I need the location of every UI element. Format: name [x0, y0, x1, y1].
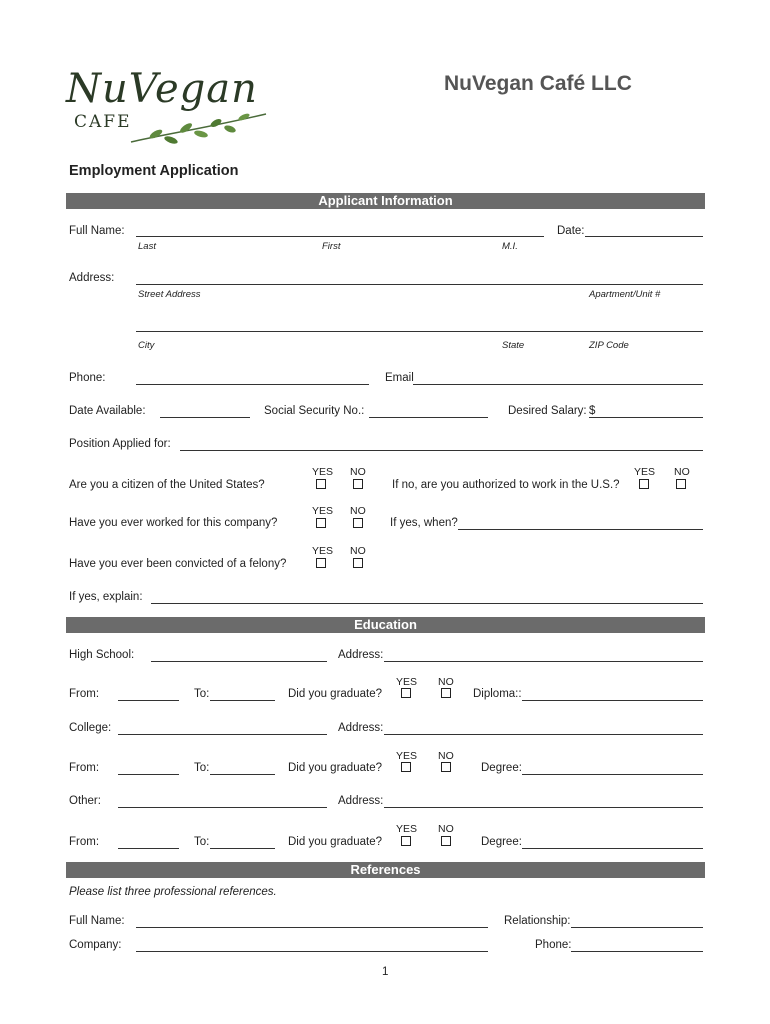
- hs-graduate-no-checkbox[interactable]: [441, 688, 451, 698]
- other-school-field[interactable]: [118, 807, 327, 808]
- worked-no-checkbox[interactable]: [353, 518, 363, 528]
- felony-yes-label: YES: [312, 545, 334, 557]
- last-name-caption: Last: [138, 241, 156, 252]
- full-name-label: Full Name:: [69, 225, 125, 237]
- hs-to-field[interactable]: [210, 700, 275, 701]
- high-school-address-field[interactable]: [384, 661, 703, 662]
- other-to-field[interactable]: [210, 848, 275, 849]
- references-intro: Please list three professional references.: [69, 886, 277, 898]
- college-graduate-no-checkbox[interactable]: [441, 762, 451, 772]
- city-caption: City: [138, 340, 155, 351]
- other-graduate-yes-checkbox[interactable]: [401, 836, 411, 846]
- middle-initial-caption: M.I.: [502, 241, 518, 252]
- first-name-caption: First: [322, 241, 341, 252]
- form-title: Employment Application: [69, 163, 239, 179]
- phone-field[interactable]: [136, 384, 369, 385]
- address-label: Address:: [69, 272, 115, 284]
- college-address-field[interactable]: [384, 734, 703, 735]
- worked-no-label: NO: [350, 505, 366, 517]
- section-header-education: Education: [66, 617, 705, 633]
- college-from-label: From:: [69, 762, 100, 774]
- other-degree-field[interactable]: [522, 848, 703, 849]
- hs-graduate-yes-checkbox[interactable]: [401, 688, 411, 698]
- college-degree-label: Degree:: [481, 762, 522, 774]
- college-label: College:: [69, 722, 112, 734]
- full-name-field[interactable]: [136, 236, 544, 237]
- reference-phone-field[interactable]: [571, 951, 703, 952]
- position-label: Position Applied for:: [69, 438, 171, 450]
- authorized-yes-label: YES: [634, 466, 656, 478]
- leaf-branch-icon: [126, 104, 276, 152]
- ssn-field[interactable]: [369, 417, 488, 418]
- section-header-applicant: Applicant Information: [66, 193, 705, 209]
- state-caption: State: [502, 340, 525, 351]
- reference-name-field[interactable]: [136, 927, 488, 928]
- position-field[interactable]: [180, 450, 703, 451]
- logo-subtitle: CAFE: [74, 112, 132, 132]
- hs-graduate-yes-label: YES: [396, 676, 418, 688]
- logo-wordmark: NuVegan: [66, 66, 258, 112]
- college-graduate-no-label: NO: [438, 750, 454, 762]
- reference-name-label: Full Name:: [69, 915, 125, 927]
- other-from-label: From:: [69, 836, 100, 848]
- authorized-yes-checkbox[interactable]: [639, 479, 649, 489]
- salary-currency-symbol: $: [589, 405, 596, 417]
- other-graduate-yes-label: YES: [396, 823, 418, 835]
- authorized-no-checkbox[interactable]: [676, 479, 686, 489]
- authorized-question: If no, are you authorized to work in the U.S.?: [392, 479, 620, 491]
- citizen-yes-label: YES: [312, 466, 334, 478]
- hs-graduate-question: Did you graduate?: [288, 688, 382, 700]
- page-number: 1: [382, 966, 389, 978]
- date-field[interactable]: [585, 236, 703, 237]
- worked-when-field[interactable]: [458, 529, 703, 530]
- company-name: NuVegan Café LLC: [444, 72, 632, 95]
- college-field[interactable]: [118, 734, 327, 735]
- other-graduate-no-label: NO: [438, 823, 454, 835]
- felony-no-label: NO: [350, 545, 366, 557]
- date-available-label: Date Available:: [69, 405, 146, 417]
- street-address-field[interactable]: [136, 284, 703, 285]
- college-graduate-yes-checkbox[interactable]: [401, 762, 411, 772]
- diploma-label: Diploma::: [473, 688, 522, 700]
- relationship-label: Relationship:: [504, 915, 571, 927]
- worked-question: Have you ever worked for this company?: [69, 517, 278, 529]
- college-graduate-question: Did you graduate?: [288, 762, 382, 774]
- date-available-field[interactable]: [160, 417, 250, 418]
- college-to-label: To:: [194, 762, 210, 774]
- other-degree-label: Degree:: [481, 836, 522, 848]
- desired-salary-field[interactable]: [589, 417, 703, 418]
- hs-to-label: To:: [194, 688, 210, 700]
- other-address-field[interactable]: [384, 807, 703, 808]
- explain-field[interactable]: [151, 603, 703, 604]
- hs-graduate-no-label: NO: [438, 676, 454, 688]
- section-header-references: References: [66, 862, 705, 878]
- college-degree-field[interactable]: [522, 774, 703, 775]
- date-label: Date:: [557, 225, 585, 237]
- college-to-field[interactable]: [210, 774, 275, 775]
- college-from-field[interactable]: [118, 774, 179, 775]
- apartment-caption: Apartment/Unit #: [589, 289, 661, 300]
- city-state-zip-field[interactable]: [136, 331, 703, 332]
- hs-from-label: From:: [69, 688, 100, 700]
- reference-phone-label: Phone:: [535, 939, 572, 951]
- company-logo: [66, 66, 276, 156]
- worked-yes-label: YES: [312, 505, 334, 517]
- citizen-yes-checkbox[interactable]: [316, 479, 326, 489]
- high-school-address-label: Address:: [338, 649, 384, 661]
- other-from-field[interactable]: [118, 848, 179, 849]
- worked-when-label: If yes, when?: [390, 517, 458, 529]
- ssn-label: Social Security No.:: [264, 405, 365, 417]
- high-school-label: High School:: [69, 649, 135, 661]
- other-address-label: Address:: [338, 795, 384, 807]
- diploma-field[interactable]: [522, 700, 703, 701]
- high-school-field[interactable]: [151, 661, 327, 662]
- college-address-label: Address:: [338, 722, 384, 734]
- other-label: Other:: [69, 795, 101, 807]
- felony-yes-checkbox[interactable]: [316, 558, 326, 568]
- relationship-field[interactable]: [571, 927, 703, 928]
- other-graduate-question: Did you graduate?: [288, 836, 382, 848]
- email-label: Email: [385, 372, 414, 384]
- felony-no-checkbox[interactable]: [353, 558, 363, 568]
- reference-company-field[interactable]: [136, 951, 488, 952]
- street-address-caption: Street Address: [138, 289, 201, 300]
- phone-label: Phone:: [69, 372, 106, 384]
- citizen-no-label: NO: [350, 466, 366, 478]
- authorized-no-label: NO: [674, 466, 690, 478]
- zip-caption: ZIP Code: [589, 340, 629, 351]
- explain-label: If yes, explain:: [69, 591, 143, 603]
- desired-salary-label: Desired Salary:: [508, 405, 587, 417]
- email-field[interactable]: [413, 384, 703, 385]
- reference-company-label: Company:: [69, 939, 122, 951]
- other-graduate-no-checkbox[interactable]: [441, 836, 451, 846]
- felony-question: Have you ever been convicted of a felony?: [69, 558, 287, 570]
- worked-yes-checkbox[interactable]: [316, 518, 326, 528]
- other-to-label: To:: [194, 836, 210, 848]
- citizen-no-checkbox[interactable]: [353, 479, 363, 489]
- college-graduate-yes-label: YES: [396, 750, 418, 762]
- hs-from-field[interactable]: [118, 700, 179, 701]
- citizen-question: Are you a citizen of the United States?: [69, 479, 265, 491]
